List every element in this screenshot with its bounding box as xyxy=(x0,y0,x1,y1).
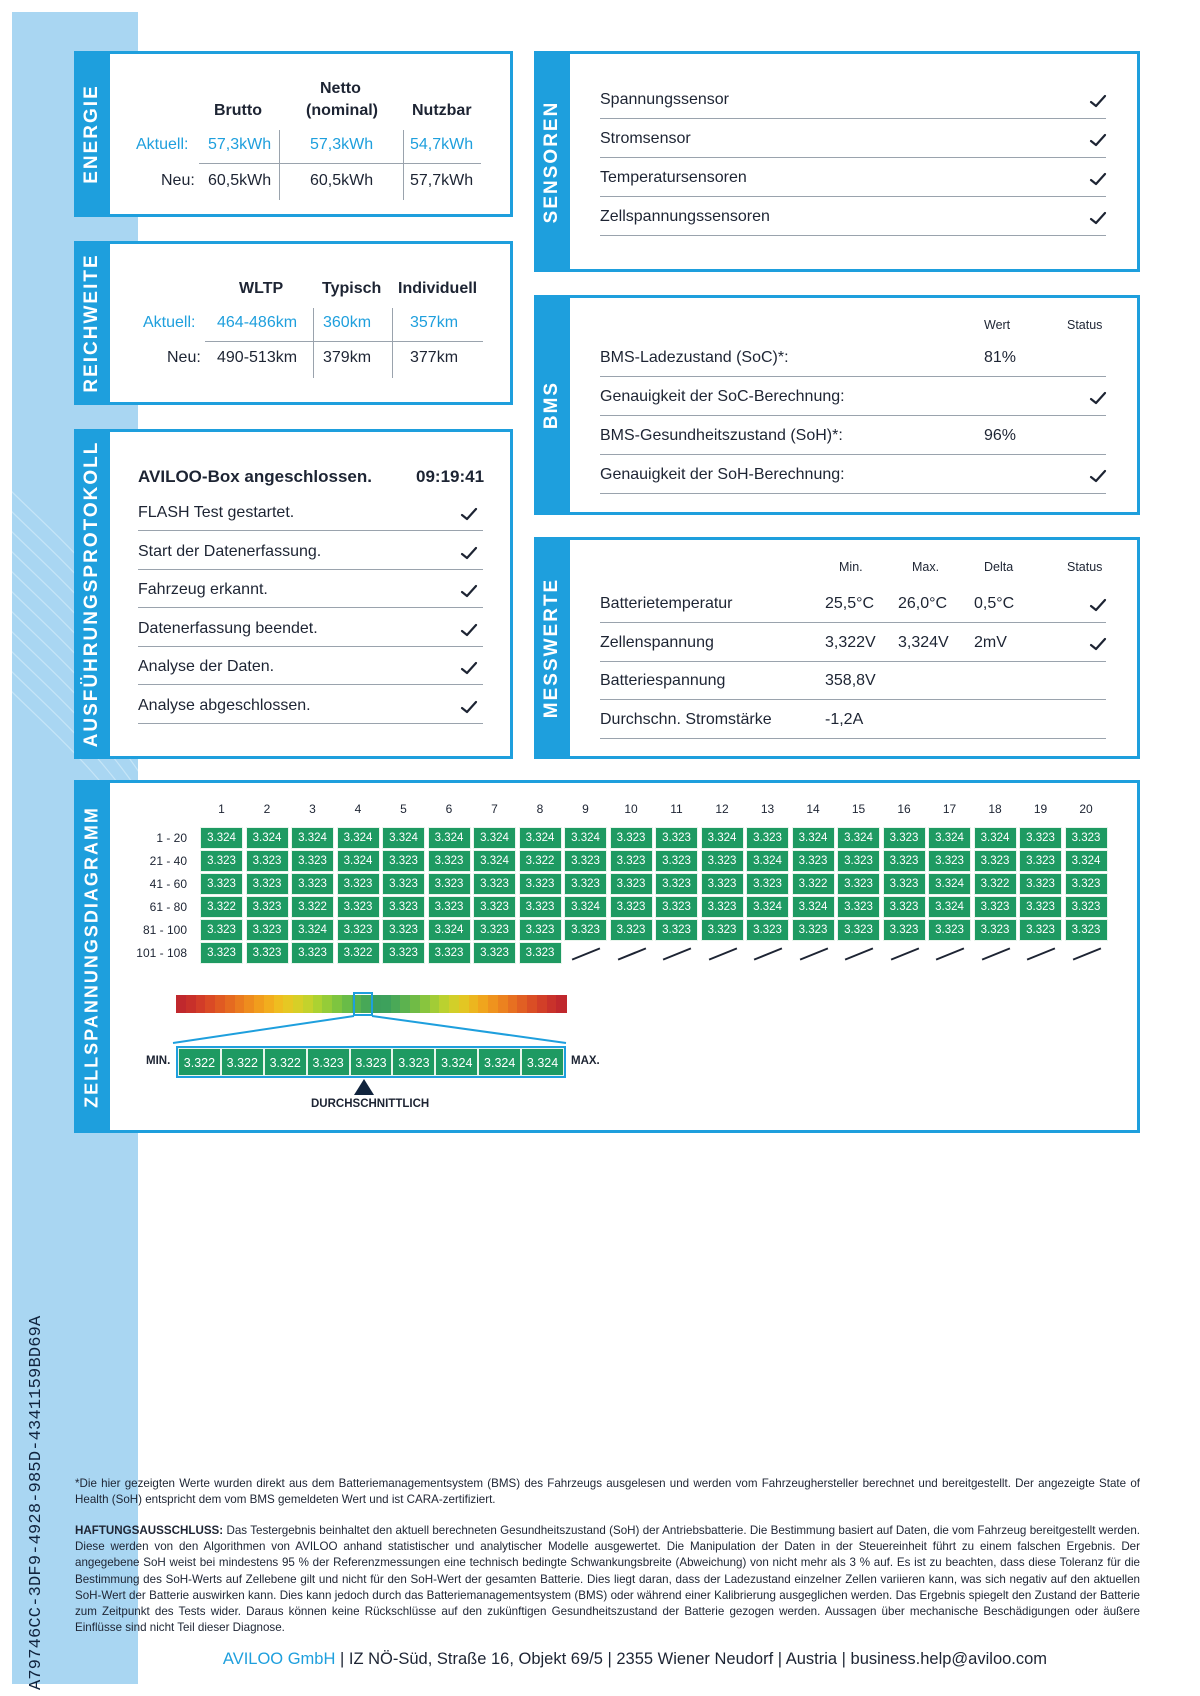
column-number: 9 xyxy=(582,802,589,816)
row-neu-label: Neu: xyxy=(167,349,201,366)
cell-voltage: 3.323 xyxy=(610,827,653,849)
bms-panel xyxy=(534,295,1140,515)
cell-voltage: 3.324 xyxy=(200,827,243,849)
messwert-max: 3,324V xyxy=(898,633,949,651)
check-icon xyxy=(1089,171,1107,187)
check-icon xyxy=(1089,636,1107,652)
energie-aktuell-nutzbar: 54,7kWh xyxy=(410,136,474,153)
cell-voltage: 3.322 xyxy=(291,896,334,918)
cell-voltage: 3.323 xyxy=(792,919,835,941)
cell-voltage: 3.323 xyxy=(473,873,516,895)
cell-voltage: 3.323 xyxy=(519,896,562,918)
sensor-item: Temperatursensoren xyxy=(600,169,747,186)
cell-voltage: 3.324 xyxy=(473,827,516,849)
divider xyxy=(600,738,1106,739)
divider xyxy=(313,308,314,378)
cell-voltage: 3.323 xyxy=(428,873,471,895)
cell-voltage: 3.324 xyxy=(928,896,971,918)
col-netto-line2: (nominal) xyxy=(306,102,378,119)
bms-footnote: *Die hier gezeigten Werte wurden direkt aus dem Batteriemanagementsystem (BMS) des Fahrzeugs ausgelesen und werden vom Fahrzeughersteller berechnet und bereitgestellt. Der angezeigte State of Health (SoH) entspricht dem vom BMS gemeldeten Wert und ist CARA-zertifiziert. xyxy=(75,1477,1140,1507)
cell-voltage: 3.323 xyxy=(701,896,744,918)
divider xyxy=(138,723,483,724)
check-icon xyxy=(460,622,478,638)
sensor-item: Zellspannungssensoren xyxy=(600,208,770,225)
cell-voltage: 3.323 xyxy=(655,873,698,895)
cell-voltage: 3.323 xyxy=(246,873,289,895)
column-number: 13 xyxy=(760,802,775,816)
messwert-label: Batterietemperatur xyxy=(600,595,733,612)
cell-voltage: 3.323 xyxy=(610,873,653,895)
cell-voltage: 3.323 xyxy=(291,873,334,895)
reichweite-aktuell-typisch: 360km xyxy=(323,314,372,331)
average-label: DURCHSCHNITTLICH xyxy=(311,1098,430,1110)
company-address: | IZ NÖ-Süd, Straße 16, Objekt 69/5 | 2355 Wiener Neudorf | Austria | business.help@aviloo.com xyxy=(335,1650,1048,1668)
protokoll-step: Fahrzeug erkannt. xyxy=(138,581,268,598)
energie-aktuell-netto: 57,3kWh xyxy=(310,136,374,153)
cell-voltage: 3.323 xyxy=(1019,827,1062,849)
cell-voltage: 3.324 xyxy=(792,896,835,918)
scale-value: 3.322 xyxy=(178,1048,221,1076)
row-aktuell-label: Aktuell: xyxy=(143,314,196,331)
cell-voltage: 3.323 xyxy=(473,942,516,964)
column-number: 3 xyxy=(309,802,316,816)
cell-voltage: 3.323 xyxy=(382,873,425,895)
divider xyxy=(600,622,1106,623)
check-icon xyxy=(1089,390,1107,406)
messwert-label: Durchschn. Stromstärke xyxy=(600,710,772,728)
cell-voltage: 3.323 xyxy=(428,942,471,964)
cell-voltage: 3.323 xyxy=(746,827,789,849)
cell-voltage: 3.323 xyxy=(200,850,243,872)
cell-voltage: 3.323 xyxy=(655,827,698,849)
divider xyxy=(138,569,483,570)
column-number: 6 xyxy=(445,802,453,816)
check-icon xyxy=(460,583,478,599)
protokoll-tab: AUSFÜHRUNGSPROTOKOLL xyxy=(74,429,110,759)
sensoren-tab: SENSOREN xyxy=(534,51,570,272)
column-number: 16 xyxy=(897,802,911,816)
column-number: 20 xyxy=(1079,802,1093,816)
cell-voltage: 3.323 xyxy=(883,827,926,849)
cell-voltage: 3.323 xyxy=(1065,827,1108,849)
cell-voltage: 3.323 xyxy=(1065,919,1108,941)
messwerte-panel xyxy=(534,537,1140,759)
cell-voltage: 3.323 xyxy=(246,919,289,941)
protokoll-step: FLASH Test gestartet. xyxy=(138,504,295,521)
cell-voltage: 3.323 xyxy=(701,919,744,941)
column-number: 4 xyxy=(354,802,362,816)
cell-voltage: 3.324 xyxy=(246,827,289,849)
messwert-delta: 0,5°C xyxy=(974,595,1015,612)
cell-voltage: 3.323 xyxy=(746,873,789,895)
col-individuell: Individuell xyxy=(398,280,478,297)
col-delta: Delta xyxy=(984,560,1014,574)
scale-values xyxy=(176,1046,566,1078)
divider xyxy=(199,163,481,164)
cell-voltage: 3.323 xyxy=(382,942,425,964)
cell-voltage: 3.323 xyxy=(564,873,607,895)
cell-voltage: 3.324 xyxy=(701,827,744,849)
divider xyxy=(205,341,483,342)
check-icon xyxy=(460,699,478,715)
cell-voltage: 3.324 xyxy=(428,827,471,849)
cell-voltage: 3.323 xyxy=(519,873,562,895)
column-number: 2 xyxy=(263,802,271,816)
column-number: 8 xyxy=(536,802,544,816)
cell-voltage: 3.324 xyxy=(564,896,607,918)
cell-voltage: 3.323 xyxy=(200,942,243,964)
cell-voltage: 3.323 xyxy=(337,919,380,941)
cell-voltage: 3.323 xyxy=(246,850,289,872)
scale-value: 3.323 xyxy=(392,1048,435,1076)
row-label: 1 - 20 xyxy=(156,831,187,845)
cell-voltage: 3.324 xyxy=(564,827,607,849)
cell-voltage: 3.323 xyxy=(200,919,243,941)
zoom-lines xyxy=(77,783,1143,1136)
cell-voltage: 3.323 xyxy=(974,896,1017,918)
cell-voltage: 3.324 xyxy=(746,850,789,872)
cell-voltage: 3.323 xyxy=(928,919,971,941)
row-neu-label: Neu: xyxy=(161,172,195,189)
cell-voltage: 3.322 xyxy=(974,873,1017,895)
cell-voltage: 3.323 xyxy=(246,942,289,964)
messwert-min: -1,2A xyxy=(825,710,864,728)
cell-voltage: 3.323 xyxy=(382,919,425,941)
messwert-label: Batteriespannung xyxy=(600,672,726,689)
col-wltp: WLTP xyxy=(239,280,284,297)
cell-voltage: 3.324 xyxy=(837,827,880,849)
cell-voltage: 3.324 xyxy=(291,919,334,941)
cell-voltage: 3.323 xyxy=(1065,873,1108,895)
column-number: 17 xyxy=(942,802,957,816)
reichweite-panel xyxy=(74,241,513,405)
average-marker-icon xyxy=(354,1079,374,1095)
row-label: 61 - 80 xyxy=(149,900,187,914)
divider xyxy=(600,699,1106,700)
reichweite-aktuell-individuell: 357km xyxy=(410,314,459,331)
disclaimer-title: HAFTUNGSAUSSCHLUSS: xyxy=(75,1524,224,1537)
cell-voltage: 3.323 xyxy=(655,919,698,941)
energie-panel xyxy=(74,51,513,217)
divider xyxy=(600,196,1106,197)
scale-value: 3.322 xyxy=(221,1048,264,1076)
cell-voltage: 3.324 xyxy=(382,827,425,849)
cell-voltage: 3.323 xyxy=(701,873,744,895)
reichweite-neu-typisch: 379km xyxy=(323,349,372,366)
column-number: 1 xyxy=(218,802,225,816)
cell-voltage: 3.323 xyxy=(837,850,880,872)
scale-value: 3.324 xyxy=(435,1048,478,1076)
protokoll-headline: AVILOO-Box angeschlossen. xyxy=(138,467,372,486)
reichweite-aktuell-wltp: 464-486km xyxy=(217,314,298,331)
cell-voltage: 3.323 xyxy=(1019,919,1062,941)
cell-voltage: 3.323 xyxy=(564,919,607,941)
cell-voltage: 3.324 xyxy=(928,827,971,849)
cell-voltage: 3.323 xyxy=(928,850,971,872)
sensoren-panel xyxy=(534,51,1140,272)
cell-voltage: 3.323 xyxy=(837,873,880,895)
cell-voltage: 3.324 xyxy=(792,827,835,849)
column-number: 10 xyxy=(624,802,638,816)
cell-voltage: 3.323 xyxy=(291,942,334,964)
col-brutto: Brutto xyxy=(214,102,262,119)
cell-voltage: 3.323 xyxy=(519,919,562,941)
cell-voltage: 3.323 xyxy=(291,850,334,872)
contact-line xyxy=(0,1650,1200,1669)
cell-voltage: 3.322 xyxy=(792,873,835,895)
divider xyxy=(138,646,483,647)
cell-voltage: 3.324 xyxy=(291,827,334,849)
row-aktuell-label: Aktuell: xyxy=(136,136,189,153)
protokoll-panel xyxy=(74,429,513,759)
energie-neu-brutto: 60,5kWh xyxy=(208,172,272,189)
divider xyxy=(392,308,393,378)
cell-voltage: 3.323 xyxy=(610,919,653,941)
protokoll-step: Analyse der Daten. xyxy=(138,658,275,675)
cell-voltage: 3.323 xyxy=(1065,896,1108,918)
messwerte-tab: MESSWERTE xyxy=(534,537,570,759)
divider xyxy=(600,661,1106,662)
messwert-min: 25,5°C xyxy=(825,595,875,612)
document-id: A79746CC-3DF9-4928-985D-4341159BD69A xyxy=(27,1315,46,1690)
cell-voltage: 3.322 xyxy=(337,942,380,964)
cell-voltage: 3.323 xyxy=(473,919,516,941)
cell-voltage: 3.324 xyxy=(1065,850,1108,872)
bms-row-label: Genauigkeit der SoC-Berechnung: xyxy=(600,388,845,405)
cell-voltage: 3.323 xyxy=(1019,873,1062,895)
protokoll-step: Analyse abgeschlossen. xyxy=(138,696,311,714)
cell-voltage: 3.323 xyxy=(382,850,425,872)
cell-voltage: 3.324 xyxy=(974,827,1017,849)
reichweite-tab: REICHWEITE xyxy=(74,241,110,405)
messwert-max: 26,0°C xyxy=(898,595,948,612)
column-number: 12 xyxy=(715,802,729,816)
scale-value: 3.324 xyxy=(478,1048,521,1076)
cell-voltage: 3.323 xyxy=(974,850,1017,872)
col-status: Status xyxy=(1067,560,1103,574)
sensor-item: Stromsensor xyxy=(600,130,691,147)
zellspannung-panel xyxy=(74,780,1140,1133)
cell-voltage: 3.323 xyxy=(883,919,926,941)
col-min: Min. xyxy=(839,560,863,574)
cell-voltage: 3.323 xyxy=(1019,850,1062,872)
divider xyxy=(138,607,483,608)
sensor-item: Spannungssensor xyxy=(600,91,729,108)
bms-tab: BMS xyxy=(534,295,570,515)
cell-voltage: 3.324 xyxy=(473,850,516,872)
cell-voltage: 3.323 xyxy=(883,873,926,895)
cell-voltage: 3.323 xyxy=(337,896,380,918)
cell-voltage: 3.323 xyxy=(610,896,653,918)
cell-voltage: 3.324 xyxy=(428,919,471,941)
bms-row-label: BMS-Gesundheitszustand (SoH)*: xyxy=(600,427,843,444)
cell-voltage: 3.324 xyxy=(337,850,380,872)
scale-min-label: MIN. xyxy=(146,1055,171,1067)
divider xyxy=(600,454,1106,455)
row-label: 21 - 40 xyxy=(149,854,187,868)
divider xyxy=(600,118,1106,119)
divider xyxy=(600,235,1106,236)
column-number: 14 xyxy=(806,802,820,816)
messwert-delta: 2mV xyxy=(974,633,1007,651)
bms-row-value: 81% xyxy=(984,349,1017,366)
cell-voltage: 3.323 xyxy=(519,942,562,964)
cell-voltage: 3.323 xyxy=(883,896,926,918)
cell-voltage: 3.323 xyxy=(1019,896,1062,918)
cell-voltage: 3.323 xyxy=(883,850,926,872)
cell-voltage: 3.323 xyxy=(792,850,835,872)
protokoll-time: 09:19:41 xyxy=(416,467,485,486)
cell-voltage: 3.323 xyxy=(337,873,380,895)
check-icon xyxy=(1089,468,1107,484)
bms-row-label: Genauigkeit der SoH-Berechnung: xyxy=(600,466,845,483)
scale-value: 3.323 xyxy=(350,1048,393,1076)
divider xyxy=(600,493,1106,494)
reichweite-neu-wltp: 490-513km xyxy=(217,349,298,366)
reichweite-neu-individuell: 377km xyxy=(410,349,459,366)
cell-voltage: 3.323 xyxy=(246,896,289,918)
cell-voltage: 3.323 xyxy=(655,896,698,918)
disclaimer-text: Das Testergebnis beinhaltet den aktuell berechneten Gesundheitszustand (SoH) der Antriebsbatterie. Die Bestimmung basiert auf Daten, die vom Fahrzeug bereitgestellt werden. Diese werden von den Algorithmen von AVILOO anhand statistischer und analytischer Modelle ausgewertet. Die Manipulation der Daten in der Steuereinheit führt zu einem falschen Ergebnis. Der angegebene SoH weist bei mindestens 95 % der Referenzmessungen eine technisch bedingte Schwankungsbreite (Abweichung) von nicht mehr als 3 % auf. Es ist zu beachten, dass diese Toleranz für die Bestimmung des SoH-Werts auf Zellebene gilt und nicht für den SoH-Wert der gesamten Batterie. Dies liegt daran, dass der Ladezustand einzelner Zellen variieren kann, was sich negativ auf den aktuellen SoH-Wert der Batterie auswirken kann. Dies kann jedoch durch das Batteriemanagementsystem (BMS) oder während einer Kalibrierung ausgeglichen werden. Das Ergebnis spiegelt den Zustand der Batterie zum Zeitpunkt des Tests wider. Daraus können keine Rückschlüsse auf den zukünftigen Gesundheitszustand der Batterie gezogen werden. Aussagen über mechanische Beschädigungen oder äußere Einflüsse sind nicht Teil dieser Diagnose. xyxy=(75,1524,1140,1635)
cell-voltage: 3.323 xyxy=(655,850,698,872)
divider xyxy=(600,415,1106,416)
cell-voltage: 3.323 xyxy=(564,850,607,872)
divider xyxy=(403,130,404,200)
messwert-min: 3,322V xyxy=(825,633,876,651)
column-number: 19 xyxy=(1033,802,1048,816)
zellspannung-tab: ZELLSPANNUNGSDIAGRAMM xyxy=(74,780,110,1133)
check-icon xyxy=(460,506,478,522)
cell-voltage: 3.323 xyxy=(200,873,243,895)
column-number: 11 xyxy=(670,802,683,816)
divider xyxy=(600,376,1106,377)
messwert-min: 358,8V xyxy=(825,672,876,689)
protokoll-step: Start der Datenerfassung. xyxy=(138,542,322,560)
cell-voltage: 3.324 xyxy=(519,827,562,849)
cell-voltage: 3.323 xyxy=(428,850,471,872)
col-status: Status xyxy=(1067,318,1103,332)
energie-tab: ENERGIE xyxy=(74,51,110,217)
messwert-label: Zellenspannung xyxy=(600,633,714,651)
cell-voltage: 3.323 xyxy=(382,896,425,918)
cell-voltage: 3.323 xyxy=(837,896,880,918)
cell-voltage: 3.323 xyxy=(701,850,744,872)
cell-voltage: 3.324 xyxy=(928,873,971,895)
cell-voltage: 3.322 xyxy=(200,896,243,918)
scale-value: 3.324 xyxy=(521,1048,564,1076)
scale-value: 3.323 xyxy=(307,1048,350,1076)
scale-max-label: MAX. xyxy=(571,1055,600,1067)
cell-voltage: 3.323 xyxy=(746,919,789,941)
disclaimer xyxy=(75,1523,1140,1636)
check-icon xyxy=(460,660,478,676)
col-netto-line1: Netto xyxy=(320,80,361,97)
cell-voltage: 3.323 xyxy=(428,896,471,918)
row-label: 81 - 100 xyxy=(142,923,187,937)
check-icon xyxy=(460,545,478,561)
company-name: AVILOO GmbH xyxy=(222,1650,336,1668)
energie-neu-netto: 60,5kWh xyxy=(310,172,374,189)
cell-voltage: 3.323 xyxy=(473,896,516,918)
row-label: 41 - 60 xyxy=(149,877,187,891)
divider xyxy=(279,130,280,200)
scale-value: 3.322 xyxy=(264,1048,307,1076)
col-typisch: Typisch xyxy=(322,280,382,297)
bms-row-label: BMS-Ladezustand (SoC)*: xyxy=(600,349,789,366)
cell-voltage: 3.323 xyxy=(837,919,880,941)
col-wert: Wert xyxy=(984,318,1011,332)
protokoll-step: Datenerfassung beendet. xyxy=(138,619,318,637)
energie-aktuell-brutto: 57,3kWh xyxy=(208,136,272,153)
energie-neu-nutzbar: 57,7kWh xyxy=(410,172,474,189)
bms-row-value: 96% xyxy=(984,427,1017,444)
cell-voltage: 3.322 xyxy=(519,850,562,872)
divider xyxy=(138,684,483,685)
cell-voltage: 3.324 xyxy=(337,827,380,849)
check-icon xyxy=(1089,132,1107,148)
check-icon xyxy=(1089,210,1107,226)
cell-voltage: 3.323 xyxy=(974,919,1017,941)
col-max: Max. xyxy=(912,560,940,574)
cell-voltage: 3.324 xyxy=(746,896,789,918)
column-number: 5 xyxy=(400,802,407,816)
col-nutzbar: Nutzbar xyxy=(412,102,472,119)
column-number: 18 xyxy=(988,802,1002,816)
column-number: 15 xyxy=(851,802,866,816)
divider xyxy=(600,157,1106,158)
column-number: 7 xyxy=(491,802,498,816)
check-icon xyxy=(1089,93,1107,109)
divider xyxy=(138,530,483,531)
row-label: 101 - 108 xyxy=(136,946,187,960)
check-icon xyxy=(1089,597,1107,613)
cell-voltage: 3.323 xyxy=(610,850,653,872)
